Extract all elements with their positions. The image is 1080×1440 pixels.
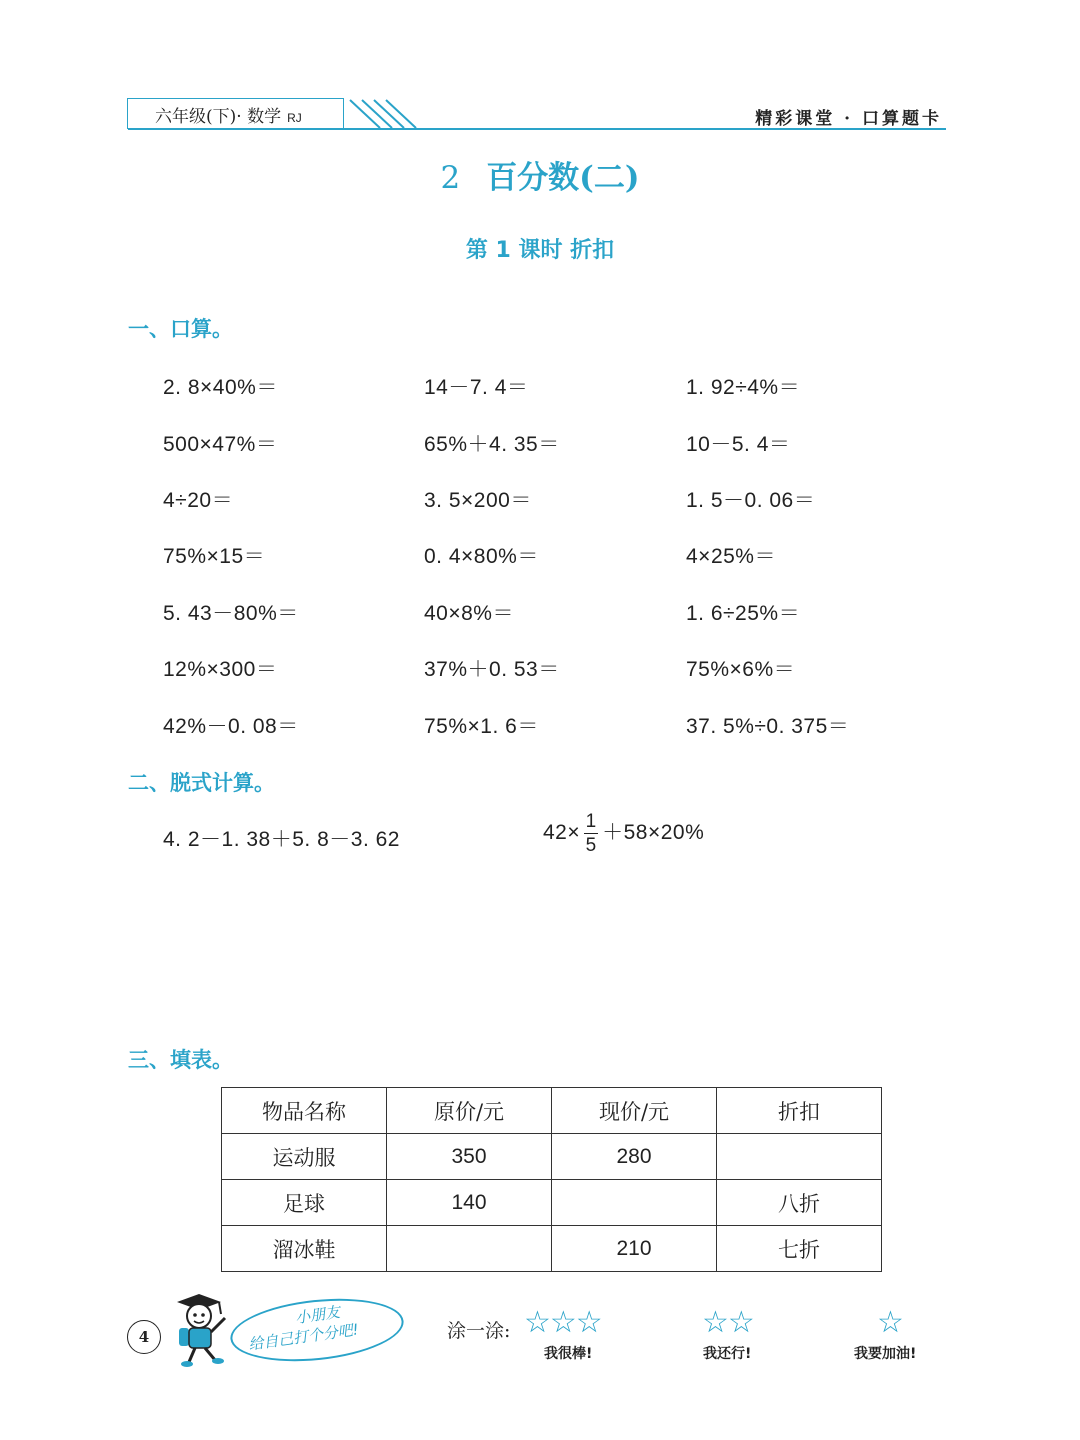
table-header-cell: 物品名称 <box>222 1088 387 1134</box>
header-edition: RJ <box>287 111 302 125</box>
header-grade: 六年级(下)· 数学 RJ <box>155 107 302 127</box>
section-table-heading: 三、填表。 <box>128 1048 233 1072</box>
oral-item: 75%×6%＝ <box>686 658 796 681</box>
oral-item: 10－5. 4＝ <box>686 433 791 456</box>
table-row <box>222 1180 882 1226</box>
stepwise-expr-2: 42× $\frac{1}{5}$ ＋58×20% <box>543 811 705 856</box>
table-cell: 溜冰鞋 <box>222 1226 387 1272</box>
oral-item: 42%－0. 08＝ <box>163 715 299 738</box>
bubble-line-1: 小朋友 <box>294 1302 342 1328</box>
chapter-title <box>0 152 1080 197</box>
table-cell-blank[interactable] <box>552 1180 717 1226</box>
oral-item: 3. 5×200＝ <box>424 489 532 512</box>
oral-item: 4×25%＝ <box>686 545 776 568</box>
table-cell-blank[interactable] <box>717 1134 882 1180</box>
section-oral-heading: 一、口算。 <box>128 317 233 341</box>
oral-item: 40×8%＝ <box>424 602 514 625</box>
oral-item: 1. 5－0. 06＝ <box>686 489 816 512</box>
table-cell: 运动服 <box>222 1134 387 1180</box>
oral-item: 37%＋0. 53＝ <box>424 658 560 681</box>
stepwise-expr-1: 4. 2－1. 38＋5. 8－3. 62 <box>163 828 400 851</box>
oral-item: 14－7. 4＝ <box>424 376 529 399</box>
star-rating-2-icon[interactable]: ☆☆ <box>702 1305 754 1340</box>
table-cell: 七折 <box>717 1226 882 1272</box>
table-header-cell: 现价/元 <box>552 1088 717 1134</box>
header-series-title: 精彩课堂 · 口算题卡 <box>755 109 942 129</box>
oral-item: 500×47%＝ <box>163 433 278 456</box>
table-header-cell: 折扣 <box>717 1088 882 1134</box>
table-cell-blank[interactable] <box>387 1226 552 1272</box>
table-cell: 350 <box>387 1134 552 1180</box>
oral-item: 0. 4×80%＝ <box>424 545 539 568</box>
rating-label-try-harder: 我要加油! <box>854 1346 917 1362</box>
table-cell: 210 <box>552 1226 717 1272</box>
table-header-row <box>222 1088 882 1134</box>
star-rating-1-icon[interactable]: ☆ <box>877 1305 903 1340</box>
chapter-number: 2 <box>440 160 461 196</box>
oral-item: 12%×300＝ <box>163 658 278 681</box>
table-cell: 140 <box>387 1180 552 1226</box>
oral-item: 2. 8×40%＝ <box>163 376 278 399</box>
table-header-cell: 原价/元 <box>387 1088 552 1134</box>
rating-label-great: 我很棒! <box>544 1346 593 1362</box>
discount-table <box>221 1087 882 1272</box>
table-row <box>222 1226 882 1272</box>
self-rating-label: 涂一涂: <box>447 1320 511 1342</box>
table-cell: 八折 <box>717 1180 882 1226</box>
chapter-name: 百分数(二) <box>486 160 640 196</box>
fraction: $\frac{1}{5}$ <box>585 811 597 856</box>
table-row <box>222 1134 882 1180</box>
oral-item: 5. 43－80%＝ <box>163 602 299 625</box>
table-cell: 280 <box>552 1134 717 1180</box>
header-stripes <box>340 98 420 130</box>
section-stepwise-heading: 二、脱式计算。 <box>128 771 275 795</box>
oral-item: 4÷20＝ <box>163 489 234 512</box>
star-rating-3-icon[interactable]: ☆☆☆ <box>524 1305 602 1340</box>
student-mascot-icon <box>165 1288 235 1368</box>
oral-item: 65%＋4. 35＝ <box>424 433 560 456</box>
oral-item: 37. 5%÷0. 375＝ <box>686 715 850 738</box>
bubble-line-2: 给自己打个分吧! <box>247 1320 360 1354</box>
oral-item: 1. 6÷25%＝ <box>686 602 801 625</box>
page-number: 4 <box>127 1320 161 1354</box>
table-cell: 足球 <box>222 1180 387 1226</box>
oral-item: 1. 92÷4%＝ <box>686 376 801 399</box>
oral-item: 75%×15＝ <box>163 545 266 568</box>
lesson-title: 第 1 课时 折扣 <box>465 238 615 263</box>
rating-label-ok: 我还行! <box>703 1346 752 1362</box>
oral-item: 75%×1. 6＝ <box>424 715 539 738</box>
